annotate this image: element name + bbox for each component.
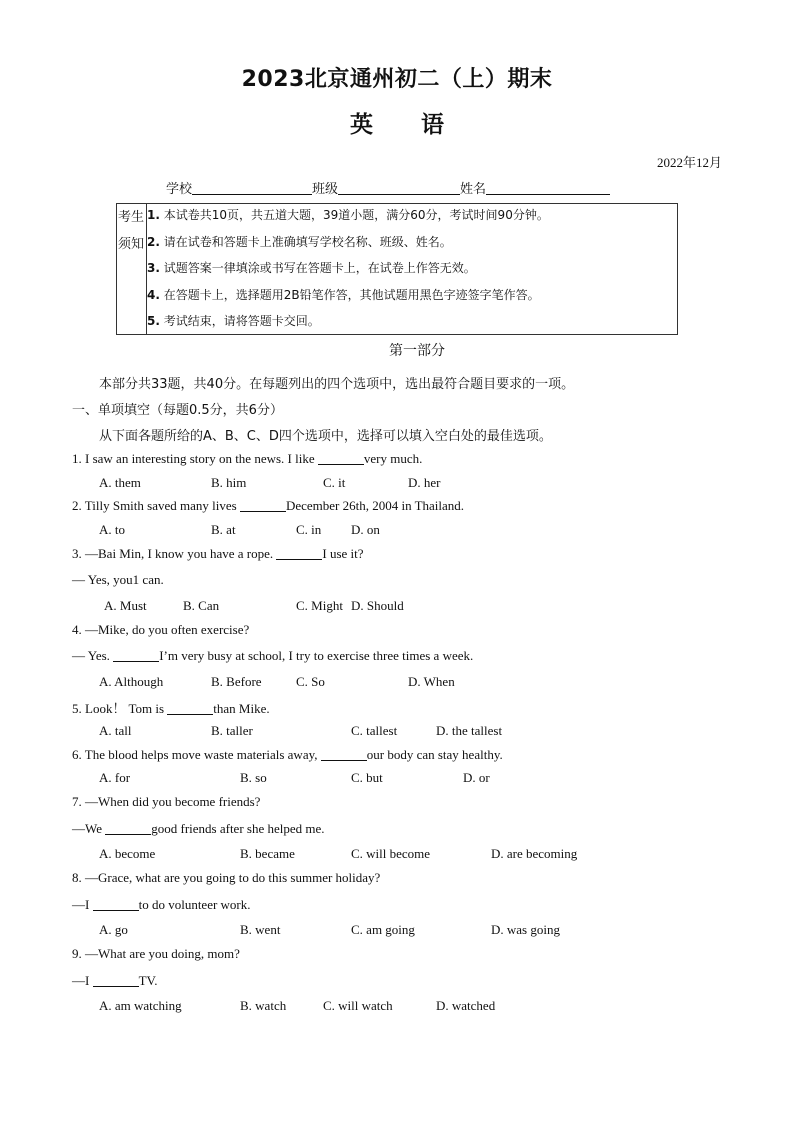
question-stem: 7. —When did you become friends? (72, 794, 261, 809)
name-blank (486, 181, 610, 195)
option-c: C. So (296, 674, 325, 689)
option-b: B. taller (211, 723, 253, 738)
question-stem: 9. —What are you doing, mom? (72, 946, 240, 961)
part-intro: 本部分共33题，共40分。在每题列出的四个选项中，选出最符合题目要求的一项。 (99, 377, 575, 392)
option-d: D. When (408, 674, 455, 689)
section-instructions: 从下面各题所给的A、B、C、D四个选项中，选择可以填入空白处的最佳选项。 (99, 429, 552, 444)
option-c: C. it (323, 475, 346, 490)
answer-blank (276, 547, 322, 560)
option-d: D. was going (491, 922, 560, 937)
section-title: 一、单项填空（每题0.5分，共6分） (72, 403, 283, 418)
exam-title: 2023北京通州初二（上）期末 (241, 67, 553, 92)
option-a: A. to (99, 522, 125, 537)
option-b: B. Can (183, 598, 220, 613)
exam-subject: 英 语 (349, 112, 444, 138)
question-stem: 1. I saw an interesting story on the news. I like very much. (72, 451, 423, 466)
question-stem: 4. —Mike, do you often exercise? (72, 622, 250, 637)
option-d: D. on (351, 522, 380, 537)
question-response: —I to do volunteer work. (72, 897, 251, 912)
option-a: A. for (99, 770, 131, 785)
option-b: B. watch (240, 998, 287, 1013)
exam-notice-box (116, 203, 678, 335)
name-label: 姓名 (460, 182, 487, 197)
option-b: B. went (240, 922, 281, 937)
question-response: —I TV. (72, 973, 158, 988)
question-response: — Yes, you1 can. (72, 572, 164, 587)
student-info-line (166, 178, 610, 197)
notice-item: 2. 请在试卷和答题卡上准确填写学校名称、班级、姓名。 (147, 235, 452, 249)
option-b: B. Before (211, 674, 262, 689)
notice-heading (117, 204, 147, 334)
option-d: D. or (463, 770, 490, 785)
option-a: A. become (99, 846, 156, 861)
option-a: A. tall (99, 723, 132, 738)
class-label: 班级 (312, 182, 339, 197)
option-b: B. at (211, 522, 236, 537)
notice-heading-line-1: 考生 (118, 210, 145, 225)
question-stem: 8. —Grace, what are you going to do this summer holiday? (72, 870, 381, 885)
option-a: A. Although (99, 674, 164, 689)
option-b: B. him (211, 475, 247, 490)
option-a: A. Must (104, 598, 147, 613)
option-c: C. Might (296, 598, 343, 613)
option-d: D. Should (351, 598, 404, 613)
option-b: B. so (240, 770, 267, 785)
option-d: D. the tallest (436, 723, 503, 738)
answer-blank (93, 974, 139, 987)
question-response: — Yes. I’m very busy at school, I try to exercise three times a week. (72, 648, 474, 663)
answer-blank (93, 898, 139, 911)
question-response: —We good friends after she helped me. (72, 821, 325, 836)
part-title: 第一部分 (389, 343, 445, 359)
option-c: C. will watch (323, 998, 393, 1013)
question-stem: 2. Tilly Smith saved many lives December 26th, 2004 in Thailand. (72, 498, 465, 513)
option-c: C. will become (351, 846, 431, 861)
option-d: D. her (408, 475, 441, 490)
notice-item: 3. 试题答案一律填涂或书写在答题卡上，在试卷上作答无效。 (147, 261, 476, 275)
option-a: A. them (99, 475, 141, 490)
option-d: D. watched (436, 998, 496, 1013)
class-blank (338, 181, 460, 195)
answer-blank (167, 702, 213, 715)
question-stem: 6. The blood helps move waste materials away, our body can stay healthy. (72, 747, 503, 762)
school-label: 学校 (166, 182, 193, 197)
option-a: A. am watching (99, 998, 182, 1013)
notice-heading-line-2: 须知 (118, 237, 145, 252)
answer-blank (318, 452, 364, 465)
option-d: D. are becoming (491, 846, 578, 861)
option-c: C. am going (351, 922, 415, 937)
answer-blank (321, 748, 367, 761)
option-a: A. go (99, 922, 128, 937)
answer-blank (105, 822, 151, 835)
option-c: C. but (351, 770, 383, 785)
school-blank (192, 181, 312, 195)
notice-item: 4. 在答题卡上，选择题用2B铅笔作答，其他试题用黑色字迹签字笔作答。 (147, 288, 540, 302)
notice-item: 5. 考试结束，请将答题卡交回。 (147, 314, 320, 328)
question-stem: 3. —Bai Min, I know you have a rope. I use it? (72, 546, 364, 561)
exam-date: 2022年12月 (656, 155, 722, 170)
option-c: C. tallest (351, 723, 398, 738)
answer-blank (113, 649, 159, 662)
notice-item: 1. 本试卷共10页，共五道大题，39道小题，满分60分，考试时间90分钟。 (147, 208, 549, 222)
answer-blank (240, 499, 286, 512)
question-stem: 5. Look！ Tom is than Mike. (72, 701, 270, 716)
option-b: B. became (240, 846, 295, 861)
option-c: C. in (296, 522, 322, 537)
